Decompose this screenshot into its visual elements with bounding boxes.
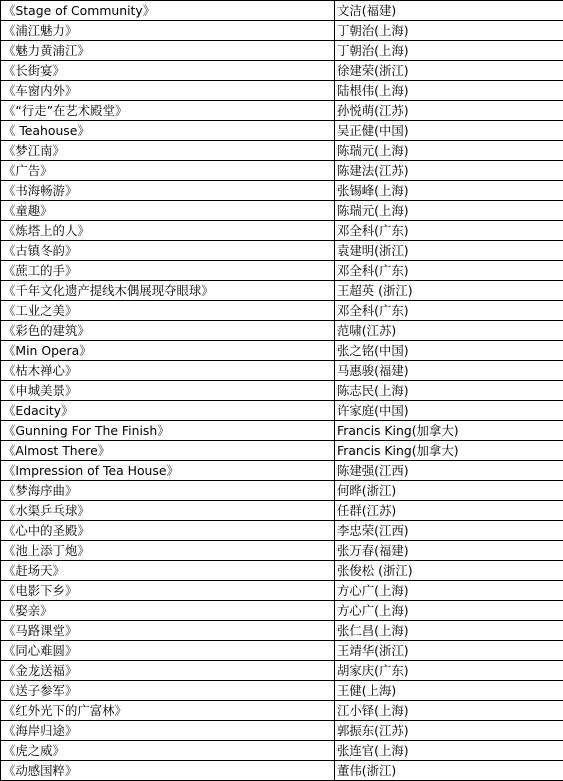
title-cell[interactable]: 《Gunning For The Finish》 bbox=[1, 420, 335, 440]
title-cell[interactable]: 《同心难圆》 bbox=[1, 640, 335, 660]
title-cell[interactable]: 《古镇冬韵》 bbox=[1, 240, 335, 260]
title-cell[interactable]: 《电影下乡》 bbox=[1, 580, 335, 600]
title-cell[interactable]: 《送子参军》 bbox=[1, 680, 335, 700]
author-cell[interactable]: 王靖华(浙江) bbox=[335, 640, 563, 660]
author-cell[interactable]: 王超英 (浙江) bbox=[335, 280, 563, 300]
title-cell[interactable]: 《Almost There》 bbox=[1, 440, 335, 460]
author-cell[interactable]: 陈建法(江苏) bbox=[335, 160, 563, 180]
title-cell[interactable]: 《赶场天》 bbox=[1, 560, 335, 580]
title-cell[interactable]: 《童趣》 bbox=[1, 200, 335, 220]
table-row bbox=[1, 280, 563, 300]
author-cell[interactable]: 文洁(福建) bbox=[335, 0, 563, 20]
spreadsheet-body bbox=[1, 0, 563, 780]
author-cell[interactable]: 方心广(上海) bbox=[335, 600, 563, 620]
table-row bbox=[1, 200, 563, 220]
table-row bbox=[1, 700, 563, 720]
author-cell[interactable]: 张之铭(中国) bbox=[335, 340, 563, 360]
title-cell[interactable]: 《浦江魅力》 bbox=[1, 20, 335, 40]
table-row bbox=[1, 400, 563, 420]
table-row bbox=[1, 140, 563, 160]
table-row bbox=[1, 180, 563, 200]
title-cell[interactable]: 《千年文化遗产提线木偶展现夺眼球》 bbox=[1, 280, 335, 300]
author-cell[interactable]: 江小铎(上海) bbox=[335, 700, 563, 720]
table-row bbox=[1, 480, 563, 500]
author-cell[interactable]: 吴正健(中国) bbox=[335, 120, 563, 140]
title-cell[interactable]: 《心中的圣殿》 bbox=[1, 520, 335, 540]
table-row bbox=[1, 760, 563, 780]
table-row bbox=[1, 20, 563, 40]
title-cell[interactable]: 《梦江南》 bbox=[1, 140, 335, 160]
table-row bbox=[1, 380, 563, 400]
author-cell[interactable]: 丁朝治(上海) bbox=[335, 20, 563, 40]
author-cell[interactable]: 张锡峰(上海) bbox=[335, 180, 563, 200]
author-cell[interactable]: 袁建明(浙江) bbox=[335, 240, 563, 260]
table-row bbox=[1, 420, 563, 440]
title-cell[interactable]: 《车窗内外》 bbox=[1, 80, 335, 100]
table-row bbox=[1, 660, 563, 680]
title-cell[interactable]: 《Min Opera》 bbox=[1, 340, 335, 360]
table-row bbox=[1, 240, 563, 260]
title-cell[interactable]: 《Edacity》 bbox=[1, 400, 335, 420]
title-cell[interactable]: 《虎之威》 bbox=[1, 740, 335, 760]
author-cell[interactable]: 马惠骏(福建) bbox=[335, 360, 563, 380]
table-row bbox=[1, 500, 563, 520]
table-row bbox=[1, 680, 563, 700]
author-cell[interactable]: 郭振东(江苏) bbox=[335, 720, 563, 740]
title-cell[interactable]: 《枯木禅心》 bbox=[1, 360, 335, 380]
title-cell[interactable]: 《金龙送福》 bbox=[1, 660, 335, 680]
table-row bbox=[1, 340, 563, 360]
author-cell[interactable]: 邓全科(广东) bbox=[335, 300, 563, 320]
author-cell[interactable]: 董伟(浙江) bbox=[335, 760, 563, 780]
table-row bbox=[1, 560, 563, 580]
table-row bbox=[1, 520, 563, 540]
title-cell[interactable]: 《马路课堂》 bbox=[1, 620, 335, 640]
author-cell[interactable]: 张俊松 (浙江) bbox=[335, 560, 563, 580]
author-cell[interactable]: 张仁昌(上海) bbox=[335, 620, 563, 640]
author-cell[interactable]: 范啸(江苏) bbox=[335, 320, 563, 340]
author-cell[interactable]: 陈瑞元(上海) bbox=[335, 200, 563, 220]
title-cell[interactable]: 《动感国粹》 bbox=[1, 760, 335, 780]
title-cell[interactable]: 《长街宴》 bbox=[1, 60, 335, 80]
table-row bbox=[1, 120, 563, 140]
author-cell[interactable]: 陆根伟(上海) bbox=[335, 80, 563, 100]
title-cell[interactable]: 《申城美景》 bbox=[1, 380, 335, 400]
author-cell[interactable]: 任群(江苏) bbox=[335, 500, 563, 520]
author-cell[interactable]: 陈建强(江西) bbox=[335, 460, 563, 480]
author-cell[interactable]: 邓全科(广东) bbox=[335, 220, 563, 240]
table-row bbox=[1, 320, 563, 340]
author-cell[interactable]: 徐建荣(浙江) bbox=[335, 60, 563, 80]
author-cell[interactable]: 陈瑞元(上海) bbox=[335, 140, 563, 160]
title-cell[interactable]: 《池上添丁炮》 bbox=[1, 540, 335, 560]
table-row bbox=[1, 620, 563, 640]
author-cell[interactable]: 方心广(上海) bbox=[335, 580, 563, 600]
table-row bbox=[1, 720, 563, 740]
title-cell[interactable]: 《水渠乒乓球》 bbox=[1, 500, 335, 520]
author-cell[interactable]: 许家庭(中国) bbox=[335, 400, 563, 420]
title-cell[interactable]: 《红外光下的广富林》 bbox=[1, 700, 335, 720]
author-cell[interactable]: 丁朝治(上海) bbox=[335, 40, 563, 60]
table-row bbox=[1, 100, 563, 120]
title-cell[interactable]: 《广告》 bbox=[1, 160, 335, 180]
table-row bbox=[1, 0, 563, 20]
table-row bbox=[1, 460, 563, 480]
title-cell[interactable]: 《彩色的建筑》 bbox=[1, 320, 335, 340]
title-cell[interactable]: 《书海畅游》 bbox=[1, 180, 335, 200]
table-row bbox=[1, 220, 563, 240]
table-row bbox=[1, 60, 563, 80]
table-row bbox=[1, 80, 563, 100]
title-cell[interactable]: 《Impression of Tea House》 bbox=[1, 460, 335, 480]
author-cell[interactable]: Francis King(加拿大) bbox=[335, 420, 563, 440]
title-cell[interactable]: 《娶亲》 bbox=[1, 600, 335, 620]
author-cell[interactable]: 李忠荣(江西) bbox=[335, 520, 563, 540]
author-cell[interactable]: 孙悦萌(江苏) bbox=[335, 100, 563, 120]
title-cell[interactable]: 《Stage of Community》 bbox=[1, 0, 335, 20]
table-row bbox=[1, 40, 563, 60]
table-row bbox=[1, 160, 563, 180]
table-row bbox=[1, 600, 563, 620]
author-cell[interactable]: 陈志民(上海) bbox=[335, 380, 563, 400]
table-row bbox=[1, 360, 563, 380]
table-row bbox=[1, 540, 563, 560]
author-cell[interactable]: 胡家庆(广东) bbox=[335, 660, 563, 680]
table-row bbox=[1, 740, 563, 760]
title-cell[interactable]: 《 Teahouse》 bbox=[1, 120, 335, 140]
author-cell[interactable]: 张连官(上海) bbox=[335, 740, 563, 760]
title-cell[interactable]: 《海岸归途》 bbox=[1, 720, 335, 740]
table-row bbox=[1, 260, 563, 280]
author-cell[interactable]: 何晔(浙江) bbox=[335, 480, 563, 500]
author-cell[interactable]: 张万春(福建) bbox=[335, 540, 563, 560]
author-cell[interactable]: 王健(上海) bbox=[335, 680, 563, 700]
table-row bbox=[1, 580, 563, 600]
table-row bbox=[1, 300, 563, 320]
title-cell[interactable]: 《魅力黄浦江》 bbox=[1, 40, 335, 60]
title-cell[interactable]: 《蔗工的手》 bbox=[1, 260, 335, 280]
title-cell[interactable]: 《炼塔上的人》 bbox=[1, 220, 335, 240]
author-cell[interactable]: Francis King(加拿大) bbox=[335, 440, 563, 460]
title-cell[interactable]: 《梦海序曲》 bbox=[1, 480, 335, 500]
table-row bbox=[1, 640, 563, 660]
title-cell[interactable]: 《工业之美》 bbox=[1, 300, 335, 320]
author-cell[interactable]: 邓全科(广东) bbox=[335, 260, 563, 280]
table-row bbox=[1, 440, 563, 460]
title-cell[interactable]: 《“行走”在艺术殿堂》 bbox=[1, 100, 335, 120]
